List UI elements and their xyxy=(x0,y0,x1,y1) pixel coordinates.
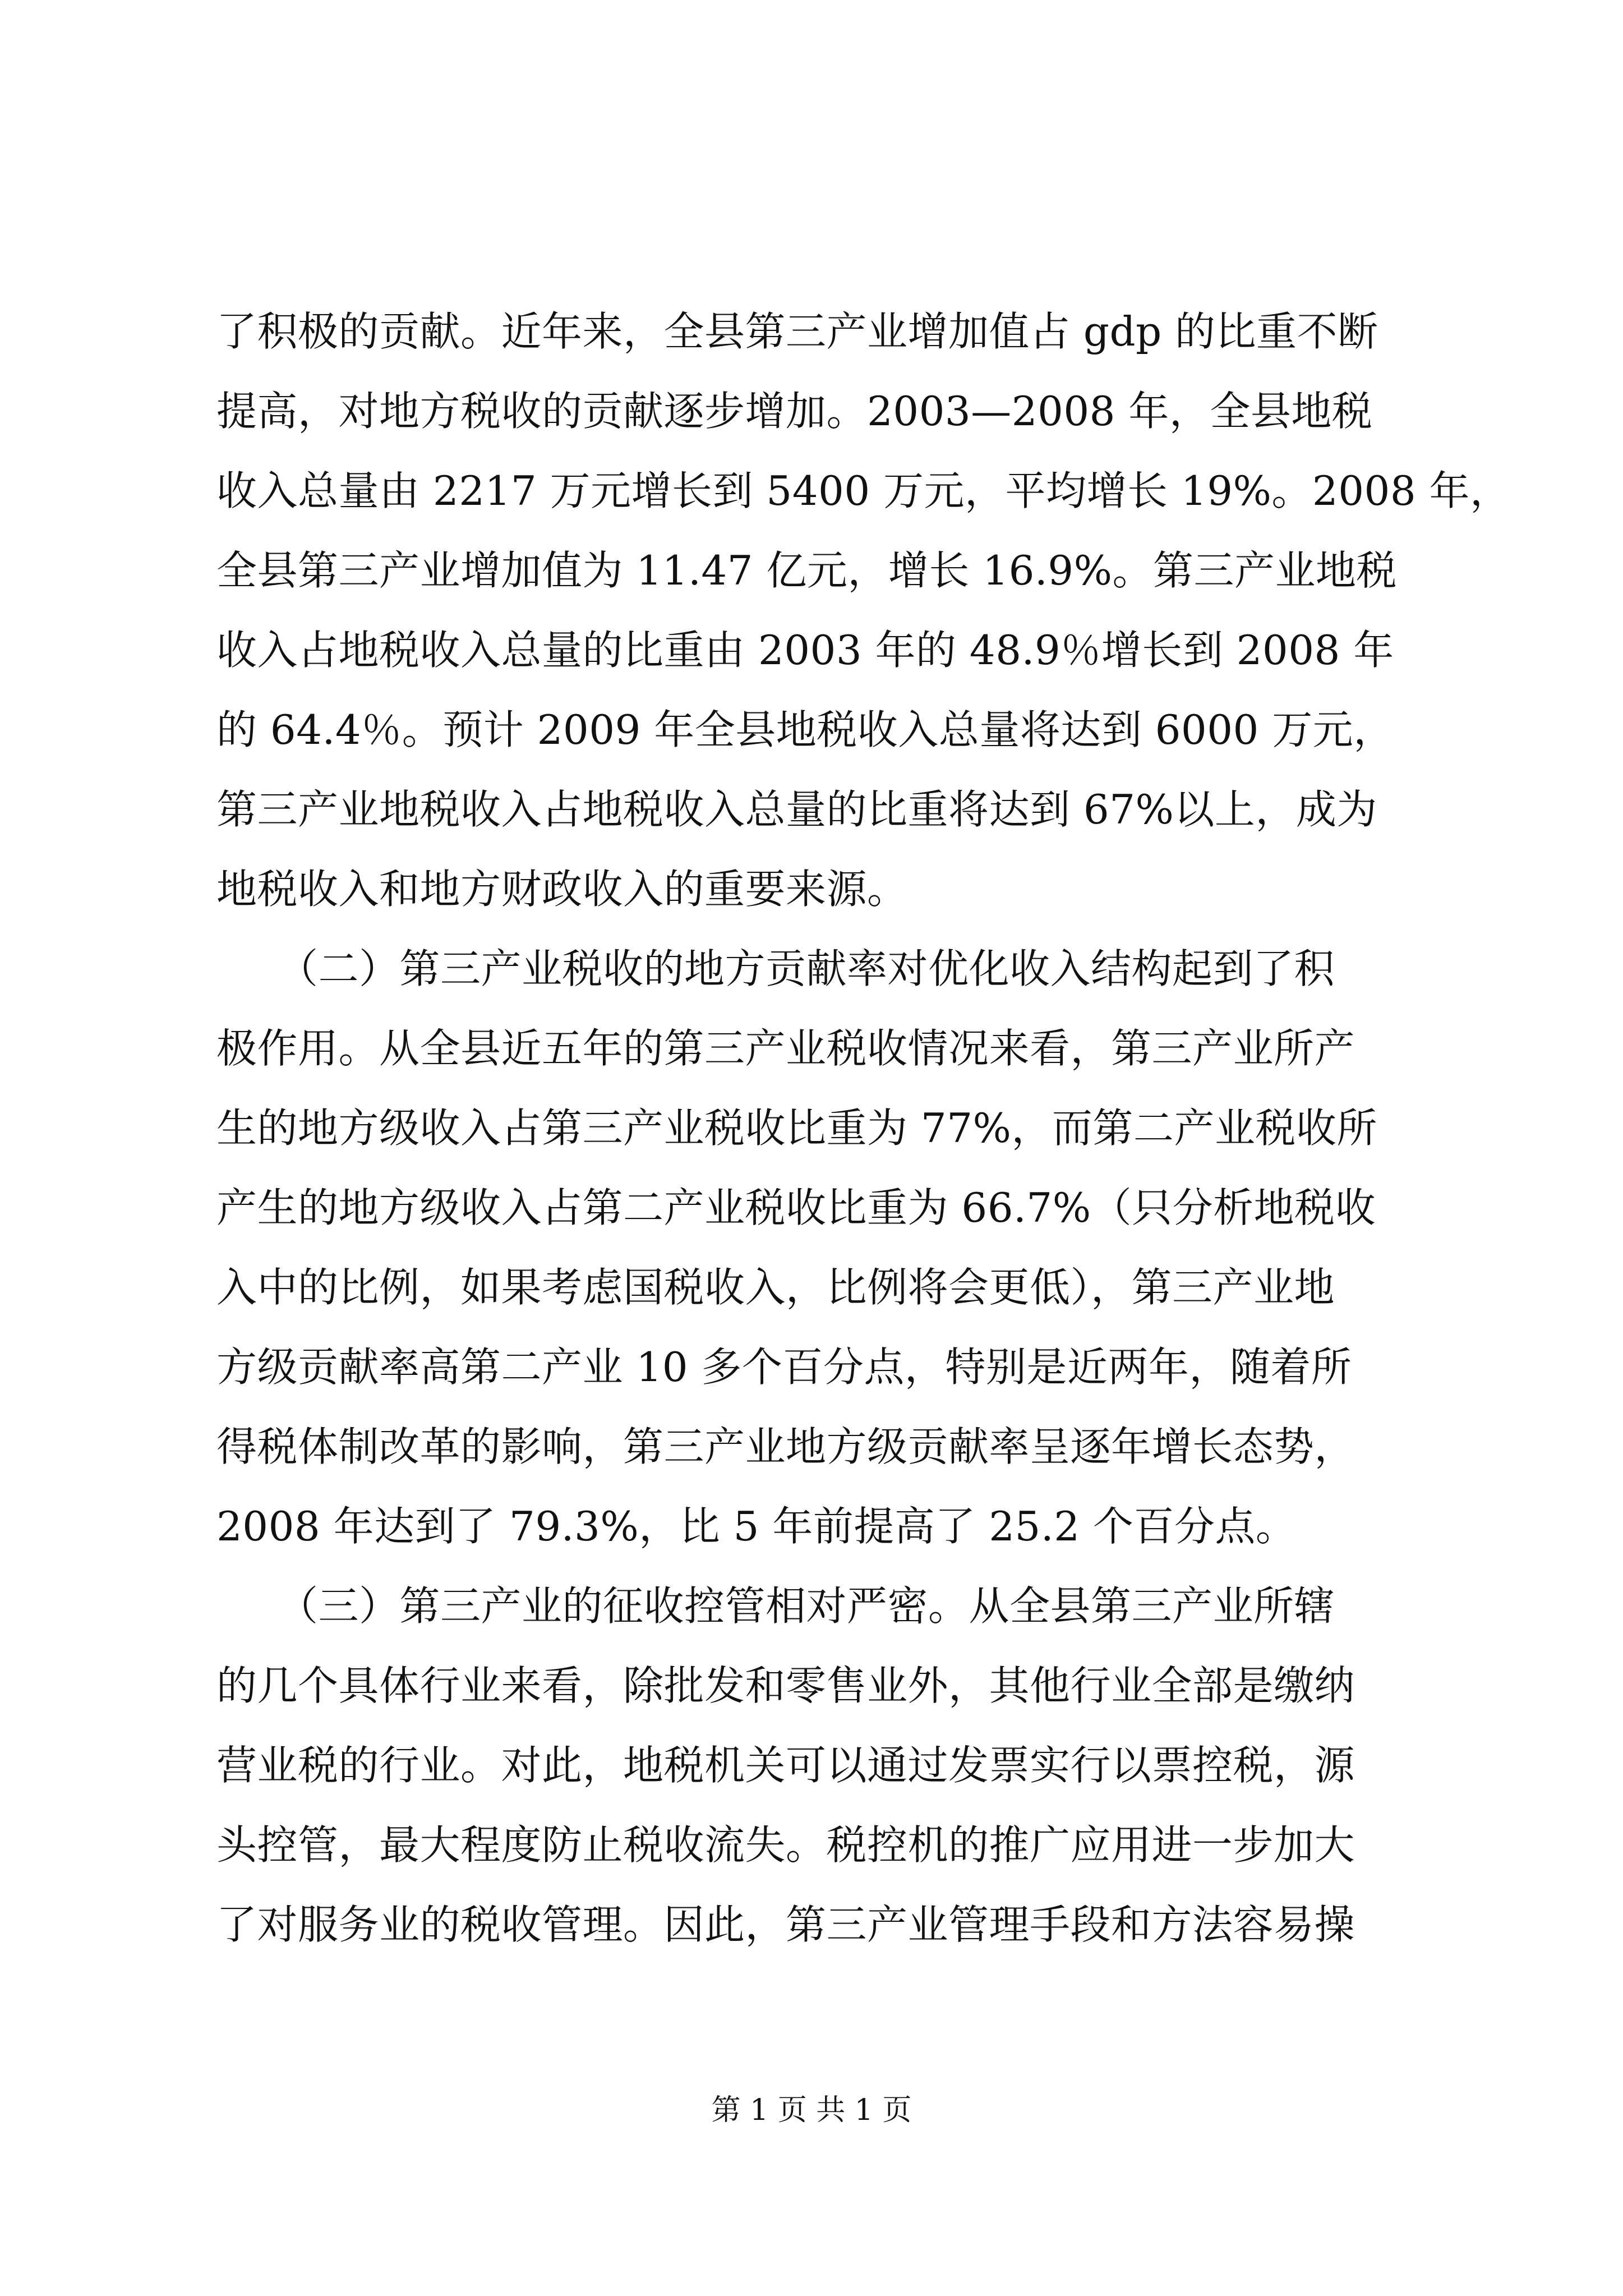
text-line: 的 64.4％。预计 2009 年全县地税收入总量将达到 6000 万元， xyxy=(216,706,1394,753)
text-line: 了积极的贡献。近年来，全县第三产业增加值占 gdp 的比重不断 xyxy=(216,308,1378,355)
text-line: 的几个具体行业来看，除批发和零售业外，其他行业全部是缴纳 xyxy=(216,1662,1355,1709)
text-line: 了对服务业的税收管理。因此，第三产业管理手段和方法容易操 xyxy=(216,1901,1355,1948)
text-line: 头控管，最大程度防止税收流失。税控机的推广应用进一步加大 xyxy=(216,1821,1355,1869)
text-line: （三）第三产业的征收控管相对严密。从全县第三产业所辖 xyxy=(216,1582,1335,1630)
text-line: 入中的比例，如果考虑国税收入，比例将会更低），第三产业地 xyxy=(216,1264,1335,1311)
text-line: 第三产业地税收入占地税收入总量的比重将达到 67%以上，成为 xyxy=(216,786,1377,833)
text-line: 收入占地税收入总量的比重由 2003 年的 48.9％增长到 2008 年 xyxy=(216,627,1394,674)
body-text xyxy=(216,292,1511,1964)
text-line: 生的地方级收入占第三产业税收比重为 77%，而第二产业税收所 xyxy=(216,1105,1377,1152)
page-footer: 第 1 页 共 1 页 xyxy=(711,2093,912,2127)
text-line: 得税体制改革的影响，第三产业地方级贡献率呈逐年增长态势， xyxy=(216,1423,1355,1470)
text-line: 2008 年达到了 79.3%，比 5 年前提高了 25.2 个百分点。 xyxy=(216,1503,1297,1550)
text-line: 营业税的行业。对此，地税机关可以通过发票实行以票控税，源 xyxy=(216,1742,1355,1789)
text-line: 方级贡献率高第二产业 10 多个百分点，特别是近两年，随着所 xyxy=(216,1343,1352,1391)
text-line: 极作用。从全县近五年的第三产业税收情况来看，第三产业所产 xyxy=(216,1025,1355,1072)
text-line: 提高，对地方税收的贡献逐步增加。2003—2008 年，全县地税 xyxy=(216,388,1373,435)
text-line: 收入总量由 2217 万元增长到 5400 万元，平均增长 19%。2008 年， xyxy=(216,467,1511,514)
text-line: 地税收入和地方财政收入的重要来源。 xyxy=(216,866,908,913)
text-line: 产生的地方级收入占第二产业税收比重为 66.7%（只分析地税收 xyxy=(216,1184,1376,1231)
text-line: 全县第三产业增加值为 11.47 亿元，增长 16.9%。第三产业地税 xyxy=(216,547,1398,594)
text-line: （二）第三产业税收的地方贡献率对优化收入结构起到了积 xyxy=(216,945,1335,992)
